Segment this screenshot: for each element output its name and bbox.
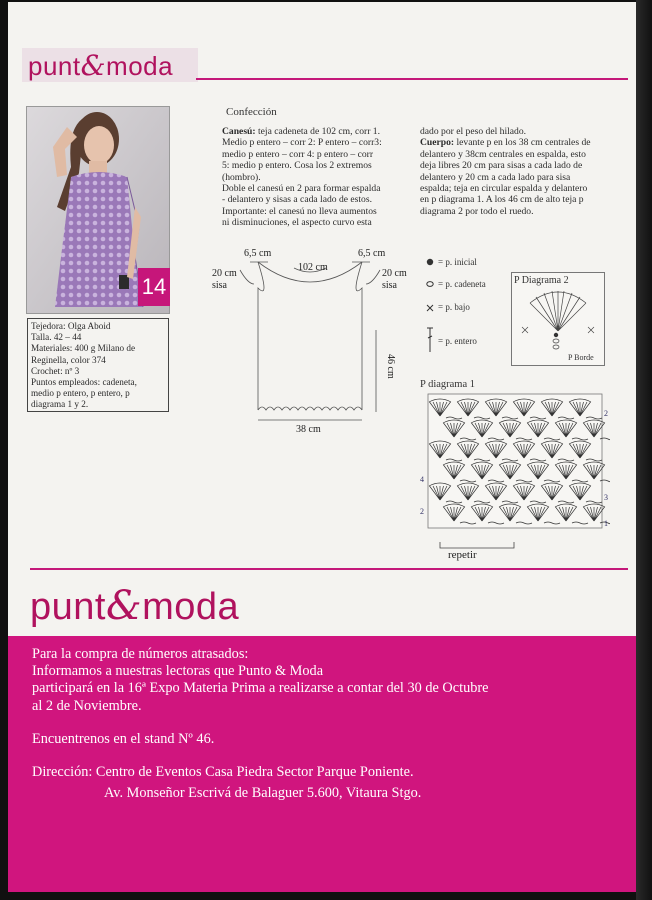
materials-caption	[27, 318, 169, 412]
single-crochet-icon	[427, 305, 433, 311]
promo-text	[32, 646, 628, 802]
sisa-left-cm: 20 cm	[212, 268, 237, 279]
promo-line-2: Informamos a nuestras lectoras que Punto & Moda	[32, 663, 324, 680]
col2-line: delantero y 20 cm a cada lado para sisa	[420, 171, 571, 183]
col2-line: deja libres 20 cm para sisas a cada lado de	[420, 160, 583, 172]
promo-line-4: al 2 de Noviembre.	[32, 697, 142, 714]
col2-line: espalda; teja en circular espalda y delantero	[420, 183, 588, 195]
cuerpo-label: Cuerpo:	[420, 137, 455, 149]
canesu-label: Canesú:	[222, 126, 256, 137]
col1-line: medio p entero – corr 4: p entero – corr	[222, 148, 374, 160]
promo-line-1: Para la compra de números atrasados:	[32, 646, 249, 662]
diagram1-chart	[418, 392, 610, 562]
chain-stitch-icon	[427, 282, 433, 287]
col1-line: (hombro).	[222, 171, 261, 183]
col2-line: diagrama 2 por todo el ruedo.	[420, 205, 534, 217]
brand-right: moda	[106, 51, 174, 81]
promo-brand-left: punt	[30, 586, 106, 628]
legend-single: = p. bajo	[438, 302, 470, 312]
pattern-number-badge	[138, 268, 170, 306]
caption-line: Materiales: 400 g Milano de	[31, 343, 136, 354]
hem-scallops	[258, 407, 362, 410]
left-side	[258, 262, 264, 410]
instructions-col1	[222, 126, 412, 229]
right-side	[356, 262, 362, 410]
instructions-col2	[420, 126, 610, 217]
caption-line: diagrama 1 y 2.	[31, 399, 89, 410]
cuerpo-text: levante p en los 38 cm centrales de	[454, 137, 591, 149]
diagram1-title: P diagrama 1	[420, 379, 476, 390]
header-logo	[28, 49, 174, 82]
repeat-label: repetir	[448, 549, 477, 561]
col1-line: ni disminuciones, el aspecto curvo esta	[222, 217, 372, 229]
garment-schematic	[210, 240, 420, 440]
caption-line: Tejedora: Olga Aboid	[31, 321, 111, 331]
caption-line: Puntos empleados: cadeneta,	[31, 377, 137, 388]
promo-line-3: participará en la 16ª Expo Materia Prima a realizarse a contar del 30 de Octubre	[32, 680, 489, 697]
caption-line: Reginella, color 374	[31, 354, 106, 365]
shoulder-left-label: 6,5 cm	[244, 248, 272, 259]
border-label: P Borde	[568, 353, 594, 362]
col1-line: Importante: el canesú no lleva aumentos	[222, 205, 377, 217]
caption-line: Talla. 42 – 44	[31, 332, 82, 343]
pattern-number: 14	[141, 274, 167, 299]
canesu-text: teja cadeneta de 102 cm, corr 1.	[255, 126, 380, 137]
legend-symbols	[424, 252, 444, 372]
col2-line: delantero y 38cm centrales en espalda, esto	[420, 148, 586, 160]
legend-initial: = p. inicial	[438, 257, 477, 267]
promo-line-6: Dirección: Centro de Eventos Casa Piedra Sector Parque Poniente.	[32, 764, 414, 781]
brand-left: punt	[28, 51, 81, 81]
legend-chain: = p. cadeneta	[438, 279, 486, 289]
caption-line: medio p entero, p entero, p	[31, 388, 130, 399]
diagram2-chart	[512, 273, 604, 365]
promo-line-7: Av. Monseñor Escrivá de Balaguer 5.600, Vitaura Stgo.	[104, 785, 422, 802]
repeat-bracket	[440, 542, 514, 548]
row-number: 4	[420, 475, 424, 484]
row-number: 2	[604, 409, 608, 418]
col1-line: Doble el canesú en 2 para formar espalda	[222, 183, 381, 195]
sisa-left-word: sisa	[212, 280, 227, 291]
promo-logo	[30, 584, 239, 629]
header-rule	[196, 78, 628, 80]
col2-first-line: dado por el peso del hilado.	[420, 126, 527, 137]
sisa-right-cm: 20 cm	[382, 268, 407, 279]
width-label: 38 cm	[296, 424, 321, 435]
row-number: 1	[604, 519, 608, 528]
stitch-legend	[424, 252, 508, 372]
row-number: 3	[604, 493, 608, 502]
shoulder-right-label: 6,5 cm	[358, 248, 386, 259]
col2-line: en p diagrama 1. A los 46 cm de alto teja p	[420, 194, 584, 206]
promo-line-5: Encuentrenos en el stand Nº 46.	[32, 730, 215, 747]
neck-label: 102 cm	[298, 262, 328, 273]
instructions-title: Confección	[226, 106, 277, 118]
col1-line: Medio p entero – corr 2: P entero – corr3:	[222, 137, 382, 149]
col1-line: 5: medio p entero. Cosa los 2 extremos	[222, 160, 372, 172]
initial-stitch-icon	[427, 259, 433, 265]
caption-line: Crochet: nº 3	[31, 365, 80, 376]
promo-top-rule	[30, 568, 628, 570]
promo-brand-amp: &	[105, 583, 143, 629]
binding-edge	[636, 0, 652, 900]
double-crochet-icon	[427, 328, 433, 352]
diagram2-title: P Diagrama 2	[514, 275, 569, 286]
col1-line: - delantero y sisas a cada lado de estos.	[222, 194, 372, 206]
diagram-2	[511, 272, 605, 366]
sisa-right-word: sisa	[382, 280, 397, 291]
row-number: 2	[420, 507, 424, 516]
promo-brand-right: moda	[142, 586, 240, 628]
brand-amp: &	[80, 49, 107, 82]
legend-double: = p. entero	[438, 336, 477, 346]
height-label: 46 cm	[385, 354, 396, 379]
